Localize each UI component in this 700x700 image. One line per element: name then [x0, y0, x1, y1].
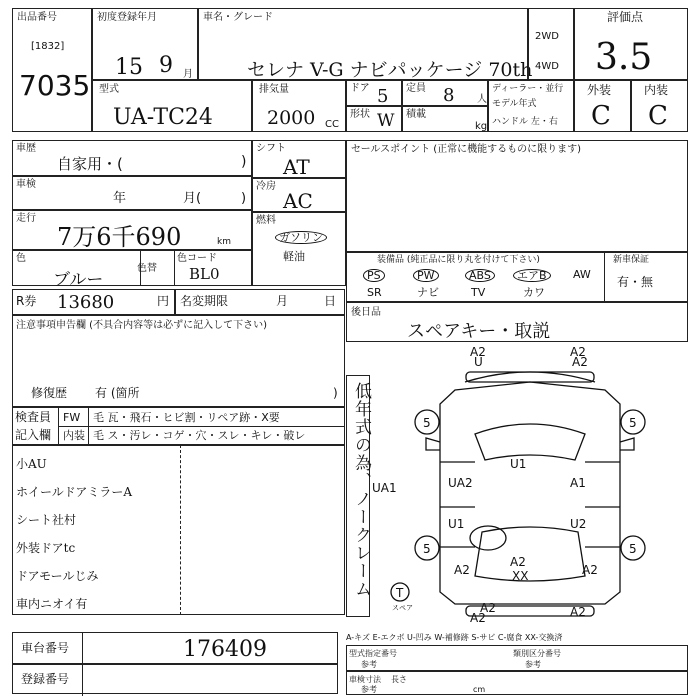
memo-line: 小AU	[16, 457, 47, 471]
memo-line: 外装ドアtc	[16, 541, 76, 555]
type-box	[92, 80, 252, 132]
drive-box	[528, 8, 574, 80]
mark-bottom-a: A2	[470, 611, 486, 625]
inspection-close: )	[241, 191, 247, 206]
load-box	[402, 106, 488, 132]
drive-2wd: 2WD	[535, 31, 559, 42]
fw-label: FW	[63, 411, 81, 424]
r-row	[12, 289, 175, 315]
inspector-mid	[58, 426, 345, 427]
form-label: 型式指定番号	[349, 649, 397, 658]
capacity-box	[402, 80, 488, 106]
ac-value: AC	[283, 189, 313, 213]
cm-label: cm	[473, 685, 486, 694]
history-close: )	[241, 154, 247, 170]
fw-items: 毛 瓦・飛石・ヒビ割・リペア跡・X要	[93, 411, 280, 424]
name-change-month: 月	[276, 294, 289, 308]
mark-left-door-front: UA2	[448, 476, 473, 490]
repair-value: 有 (箇所	[95, 386, 140, 400]
displacement-unit: CC	[325, 119, 339, 130]
interior-box	[631, 80, 688, 132]
new-car-warranty-label: 新車保証	[613, 255, 650, 265]
chassis-value: 176409	[183, 637, 267, 662]
model-box	[198, 8, 533, 81]
history-value: 自家用・(	[57, 155, 123, 173]
capacity-unit: 人	[477, 94, 487, 105]
mark-bottom-c: A2	[570, 605, 586, 619]
mark-spare: T	[396, 586, 404, 600]
dealer-label: ディーラー・並行	[492, 84, 564, 94]
equip-aw: AW	[573, 268, 591, 281]
inspector-label: 検査員	[15, 410, 52, 424]
tire-rl-mark: 5	[423, 542, 431, 556]
model-value: セレナ V-G ナビパッケージ 70th	[247, 59, 533, 81]
mark-top-a: A2	[470, 345, 486, 359]
displacement-value: 2000	[267, 107, 316, 129]
capacity-value: 8	[443, 85, 455, 106]
equip-pw: PW	[413, 269, 439, 282]
lot-label: 出品番号	[17, 12, 57, 23]
lot-number: 7035	[19, 69, 91, 102]
name-change-day: 日	[324, 294, 337, 308]
color-divider	[140, 250, 141, 286]
car-damage-diagram	[370, 342, 688, 632]
chassis-label: 車台番号	[21, 641, 70, 655]
shift-value: AT	[283, 155, 310, 179]
equip-ps: PS	[363, 269, 385, 282]
doors-label: ドア	[350, 83, 370, 94]
doors-value: 5	[377, 86, 389, 107]
interior-row-label: 内装	[63, 429, 85, 442]
vertical-note: 低年式の為、ノークレーム	[351, 382, 371, 598]
shift-box	[252, 140, 346, 178]
equip-sr: SR	[367, 286, 382, 299]
interior-label: 内装	[644, 83, 669, 97]
lot-box	[12, 8, 92, 132]
equip-tv: TV	[471, 286, 486, 299]
color-row	[12, 250, 252, 290]
mileage-label: 走行	[16, 213, 36, 224]
interior-items: 毛 ス・汚レ・コゲ・穴・スレ・キレ・破レ	[93, 429, 306, 442]
shift-label: シフト	[256, 143, 286, 154]
form-ref: 参考	[361, 660, 377, 669]
color-change-label: 色替	[137, 263, 157, 274]
sales-points-label: セールスポイント (正常に機能するものに限ります)	[351, 144, 582, 155]
drive-4wd: 4WD	[535, 61, 559, 72]
mark-bottom-b: A2	[480, 601, 496, 615]
dims-row	[346, 671, 688, 695]
after-items-label: 後日品	[351, 307, 381, 318]
warranty-divider	[604, 252, 605, 302]
exterior-box	[574, 80, 631, 132]
equip-airbag: エアB	[513, 269, 551, 282]
shape-label: 形状	[350, 109, 370, 120]
mark-front-u: U1	[510, 457, 527, 471]
equip-leather: カワ	[523, 286, 545, 299]
inspection-month: 月(	[183, 191, 202, 206]
mark-left-door-rear: U1	[448, 517, 465, 531]
displacement-box	[252, 80, 346, 132]
mileage-row	[12, 210, 252, 250]
vertical-note-box	[346, 375, 370, 617]
type-label: 型式	[99, 84, 119, 95]
grade-box	[574, 8, 688, 80]
notes-box	[12, 315, 345, 407]
mileage-value: 7万6千690	[57, 223, 182, 251]
reg-row	[12, 664, 338, 694]
warranty-value: 有・無	[617, 275, 654, 289]
first-reg-label: 初度登録年月	[97, 12, 157, 23]
first-reg-box	[92, 8, 198, 80]
inspection-label: 車検	[16, 179, 36, 190]
fuel-option-diesel: 軽油	[283, 250, 305, 263]
equip-navi: ナビ	[417, 286, 439, 299]
color-value: ブルー	[53, 270, 104, 290]
r-value: 13680	[57, 292, 115, 313]
load-label: 積載	[406, 109, 426, 120]
diagram-legend: A-キズ E-エクボ U-凹み W-補修跡 S-サビ C-腐食 XX-交換済	[346, 633, 563, 642]
type-value: UA-TC24	[113, 105, 213, 130]
ac-label: 冷房	[256, 181, 276, 192]
form-row	[346, 645, 688, 671]
color-divider-2	[174, 250, 175, 286]
lot-sub: [1832]	[31, 41, 65, 52]
color-label: 色	[16, 253, 26, 264]
ac-box	[252, 178, 346, 212]
equipment-box	[346, 252, 688, 302]
color-code-label: 色コード	[177, 253, 217, 264]
capacity-label: 定員	[406, 83, 426, 94]
interior-value: C	[648, 101, 668, 131]
dealer-box	[488, 80, 574, 132]
grade-label: 評価点	[607, 10, 644, 24]
month-unit: 月	[183, 69, 193, 80]
first-reg-month: 9	[159, 53, 173, 78]
repair-close: )	[333, 386, 338, 400]
name-change-row	[175, 289, 345, 315]
mark-top-d: A2	[572, 355, 588, 369]
category-ref: 参考	[525, 660, 541, 669]
doors-box	[346, 80, 402, 106]
first-reg-year: 15	[115, 55, 143, 80]
reg-label: 登録番号	[21, 672, 70, 686]
mark-rear-right: A2	[582, 563, 598, 577]
mark-rear-left: A2	[454, 563, 470, 577]
inspection-year: 年	[113, 191, 127, 206]
memo-line: ドアモールじみ	[16, 569, 99, 583]
equip-abs: ABS	[465, 269, 495, 282]
handle-label: ハンドル 左・右	[492, 117, 558, 127]
tire-rr-mark: 5	[629, 542, 637, 556]
fuel-option-gasoline: ガソリン	[275, 231, 327, 244]
model-label: 車名・グレード	[203, 12, 273, 23]
history-label: 車歴	[16, 143, 36, 154]
exterior-label: 外装	[587, 83, 612, 97]
exterior-value: C	[591, 101, 611, 131]
shape-value: W	[377, 111, 395, 131]
mark-right-door-rear: U2	[570, 517, 587, 531]
dims-ref: 参考	[361, 685, 377, 694]
spare-label: スペア	[392, 604, 413, 612]
inspection-row	[12, 176, 252, 210]
sales-points-box	[346, 140, 688, 252]
memo-line: ホイールドアミラーA	[16, 485, 133, 499]
after-items-value: スペアキー・取説	[407, 321, 551, 342]
tire-fr-mark: 5	[629, 416, 637, 430]
mark-rear-xx: XX	[512, 569, 529, 583]
memo-line: 車内ニオイ有	[16, 597, 88, 611]
displacement-label: 排気量	[259, 84, 289, 95]
mileage-unit: km	[217, 237, 231, 247]
memo-divider	[180, 445, 181, 615]
mark-top-b: A2	[570, 345, 586, 359]
shape-box	[346, 106, 402, 132]
memo-list	[16, 450, 176, 618]
tire-fl-mark: 5	[423, 416, 431, 430]
dims-label: 車検寸法	[349, 675, 381, 684]
length-label: 長さ	[391, 675, 407, 684]
category-label: 類別区分番号	[513, 649, 561, 658]
name-change-label: 名変期限	[180, 294, 229, 308]
load-unit: kg	[475, 121, 488, 132]
grade-value: 3.5	[595, 37, 653, 78]
mark-left-side: UA1	[372, 481, 397, 495]
mark-right-door-front: A1	[570, 476, 586, 490]
chassis-row	[12, 632, 338, 664]
memo-line: シート社村	[16, 513, 77, 527]
r-unit: 円	[157, 294, 170, 308]
r-label: R券	[16, 294, 37, 308]
mark-rear-center: A2	[510, 555, 526, 569]
mark-top-u: U	[474, 355, 483, 369]
notes-label: 注意事項申告欄 (不具合内容等は必ずに記入して下さい)	[16, 320, 267, 331]
fuel-box	[252, 212, 346, 286]
repair-label: 修復歴	[31, 386, 68, 400]
history-row	[12, 140, 252, 176]
color-code-value: BL0	[189, 265, 220, 283]
equipment-label: 装備品 (純正品に限り丸を付けて下さい)	[377, 255, 540, 265]
after-items-box	[346, 302, 688, 342]
fuel-label: 燃料	[256, 215, 276, 226]
model-year-label: モデル年式	[492, 99, 537, 109]
record-label: 記入欄	[15, 428, 52, 442]
